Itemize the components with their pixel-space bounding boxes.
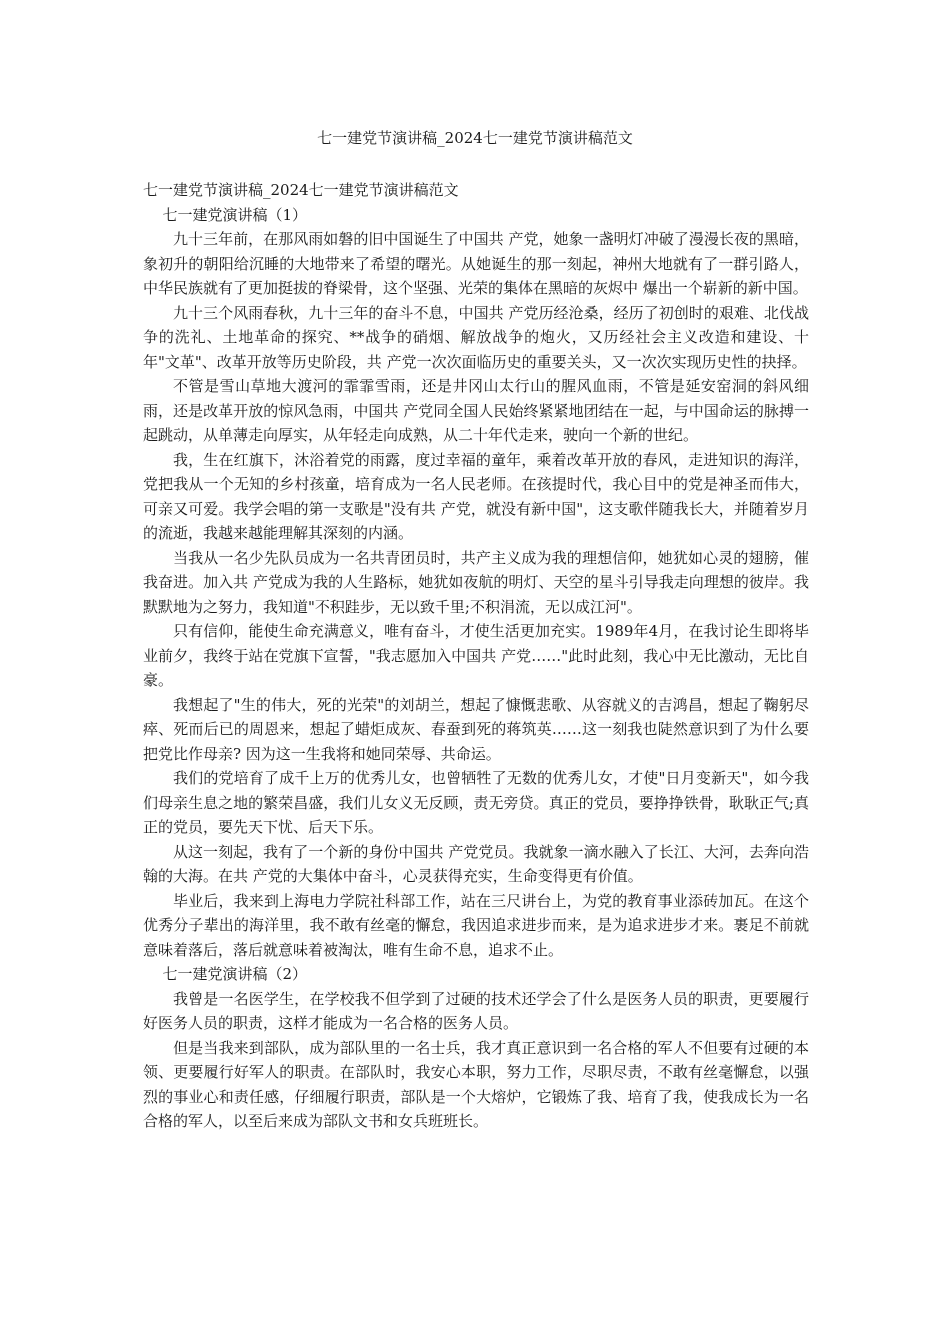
paragraph: 但是当我来到部队，成为部队里的一名士兵，我才真正意识到一名合格的军人不但要有过硬的本领、更要履行好军人的职责。在部队时，我安心本职，努力工作，尽职尽责，不敢有丝毫懈怠，以强烈的事业心和责任感，仔细履行职责，部队是一个大熔炉，它锻炼了我、培育了我，使我成长为一名合格的军人，以至后来成为部队文书和女兵班班长。 [143, 1038, 809, 1130]
paragraph: 不管是雪山草地大渡河的霏霏雪雨，还是井冈山太行山的腥风血雨，不管是延安窑洞的斜风细雨，还是改革开放的惊风急雨，中国共 产党同全国人民始终紧紧地团结在一起，与中国命运的脉搏一起跳动，从单薄走向厚实，从年轻走向成熟，从二十年代走来，驶向一个新的世纪。 [143, 377, 809, 444]
paragraph: 只有信仰，能使生命充满意义，唯有奋斗，才使生活更加充实。1989年4月，在我讨论生即将毕业前夕，我终于站在党旗下宣誓，"我志愿加入中国共 产党……"此时此刻，我心中无比激动，无比自豪。 [143, 622, 809, 689]
document-heading: 七一建党节演讲稿_2024七一建党节演讲稿范文 [143, 181, 459, 199]
section-heading-1: 七一建党演讲稿（1） [162, 205, 308, 224]
document-body [143, 178, 809, 1134]
document-title: 七一建党节演讲稿_2024七一建党节演讲稿范文 [317, 129, 633, 147]
paragraph: 我们的党培育了成千上万的优秀儿女，也曾牺牲了无数的优秀儿女，才使"日月变新天"，如今我们母亲生息之地的繁荣昌盛，我们儿女义无反顾，责无旁贷。真正的党员，要挣挣铁骨，耿耿正气;真正的党员，要先天下忧、后天下乐。 [143, 769, 809, 836]
paragraph: 我，生在红旗下，沐浴着党的雨露，度过幸福的童年，乘着改革开放的春风，走进知识的海洋，党把我从一个无知的乡村孩童，培育成为一名人民老师。在孩提时代，我心目中的党是神圣而伟大，可亲又可爱。我学会唱的第一支歌是"没有共 产党，就没有新中国"，这支歌伴随我长大，并随着岁月的流逝，我越来越能理解其深刻的内涵。 [143, 450, 809, 542]
paragraph: 毕业后，我来到上海电力学院社科部工作，站在三尺讲台上，为党的教育事业添砖加瓦。在这个优秀分子辈出的海洋里，我不敢有丝毫的懈怠，我因追求进步而来，是为追求进步才来。裹足不前就意味着落后，落后就意味着被淘汰，唯有生命不息，追求不止。 [143, 891, 809, 959]
paragraph: 从这一刻起，我有了一个新的身份中国共 产党党员。我就象一滴水融入了长江、大河，去奔向浩翰的大海。在共 产党的大集体中奋斗，心灵获得充实，生命变得更有价值。 [143, 842, 809, 885]
paragraph: 九十三年前，在那风雨如磐的旧中国诞生了中国共 产党，她象一盏明灯冲破了漫漫长夜的黑暗，象初升的朝阳给沉睡的大地带来了希望的曙光。从她诞生的那一刻起，神州大地就有了一群引路人，中华民族就有了更加挺拔的脊梁骨，这个坚强、光荣的集体在黑暗的灰烬中 爆出一个崭新的新中国。 [143, 230, 809, 297]
paragraph: 我想起了"生的伟大，死的光荣"的刘胡兰，想起了慷慨悲歌、从容就义的吉鸿昌，想起了鞠躬尽瘁、死而后已的周恩来，想起了蜡炬成灰、春蚕到死的蒋筑英……这一刻我也陡然意识到了为什么要把党比作母亲? 因为这一生我将和她同荣辱、共命运。 [143, 695, 809, 763]
paragraph: 九十三个风雨春秋，九十三年的奋斗不息，中国共 产党历经沧桑，经历了初创时的艰难、北伐战争的洗礼、土地革命的探究、**战争的硝烟、解放战争的炮火，又历经社会主义改造和建设、十年"文革"、改革开放等历史阶段，共 产党一次次面临历史的重要关头，又一次次实现历史性的抉择。 [143, 303, 809, 371]
paragraph: 当我从一名少先队员成为一名共青团员时，共产主义成为我的理想信仰，她犹如心灵的翅膀，催我奋进。加入共 产党成为我的人生路标，她犹如夜航的明灯、天空的星斗引导我走向理想的彼岸。我默默地为之努力，我知道"不积跬步，无以致千里;不积涓流，无以成江河"。 [143, 548, 809, 616]
paragraph: 我曾是一名医学生，在学校我不但学到了过硬的技术还学会了什么是医务人员的职责，更要履行好医务人员的职责，这样才能成为一名合格的医务人员。 [143, 989, 809, 1032]
section-heading-2: 七一建党演讲稿（2） [162, 965, 308, 983]
